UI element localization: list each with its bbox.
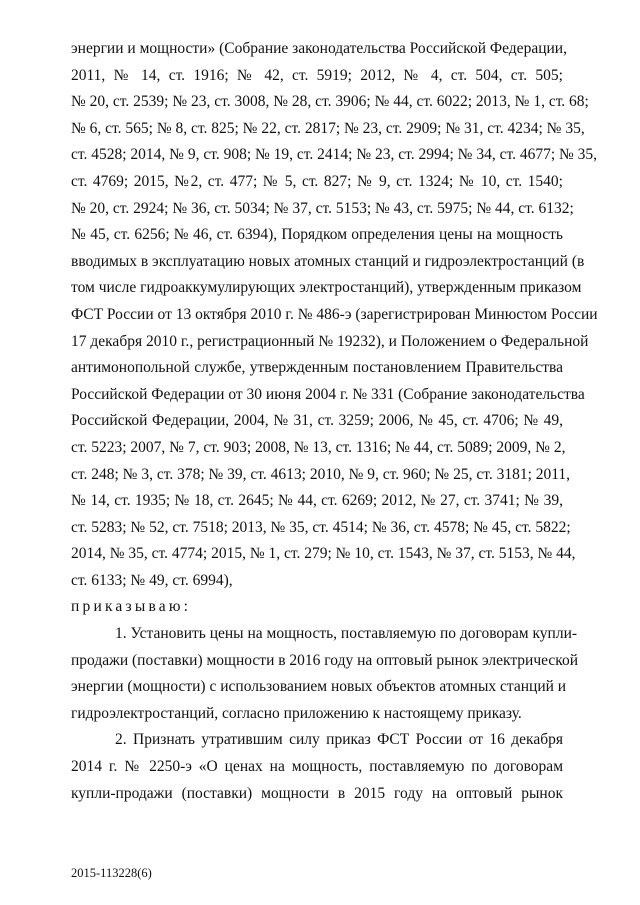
text-line: Российской Федерации, 2004, № 31, ст. 3259; 2006, № 45, ст. 4706; № 49, — [71, 412, 563, 430]
text-line: энергии и мощности» (Собрание законодательства Российской Федерации, — [71, 40, 567, 57]
order-heading: приказываю: — [71, 598, 192, 616]
item-2-first-line: 2. Признать утратившим силу приказ ФСТ России от 16 декабря — [115, 731, 563, 749]
text-line: 2014 г. № 2250-э «О ценах на мощность, поставляемую по договорам — [71, 758, 563, 776]
text-line: № 14, ст. 1935; № 18, ст. 2645; № 44, ст. 6269; 2012, № 27, ст. 3741; № 39, — [71, 492, 563, 510]
text-line: ст. 5283; № 52, ст. 7518; 2013, № 35, ст. 4514; № 36, ст. 4578; № 45, ст. 5822; — [71, 518, 571, 536]
text-line: ст. 5223; 2007, № 7, ст. 903; 2008, № 13, ст. 1316; № 44, ст. 5089; 2009, № 2, — [71, 438, 566, 456]
text-line: № 45, ст. 6256; № 46, ст. 6394), Порядком определения цены на мощность — [71, 226, 563, 244]
text-line: 2014, № 35, ст. 4774; 2015, № 1, ст. 279; № 10, ст. 1543, № 37, ст. 5153, № 44, — [71, 545, 576, 563]
document-body — [71, 36, 598, 807]
text-line: ФСТ России от 13 октября 2010 г. № 486-э (зарегистрирован Минюстом России — [71, 305, 598, 323]
text-line: ст. 6133; № 49, ст. 6994), — [71, 571, 233, 589]
text-line: вводимых в эксплуатацию новых атомных станций и гидроэлектростанций (в — [71, 252, 585, 270]
item-1-first-line: 1. Установить цены на мощность, поставляемую по договорам купли- — [115, 625, 578, 643]
text-line: № 20, ст. 2924; № 36, ст. 5034; № 37, ст. 5153; № 43, ст. 5975; № 44, ст. 6132; — [71, 199, 574, 217]
text-line: ст. 248; № 3, ст. 378; № 39, ст. 4613; 2010, № 9, ст. 960; № 25, ст. 3181; 2011, — [71, 465, 571, 483]
text-line: энергии (мощности) с использованием новых объектов атомных станций и — [71, 678, 567, 696]
text-line: ст. 4769; 2015, №2, ст. 477; № 5, ст. 827; № 9, ст. 1324; № 10, ст. 1540; — [71, 172, 563, 190]
text-line: том числе гидроаккумулирующих электростанций), утвержденным приказом — [71, 279, 582, 297]
text-line: Российской Федерации от 30 июня 2004 г. № 331 (Собрание законодательства — [71, 385, 585, 403]
text-line: ст. 4528; 2014, № 9, ст. 908; № 19, ст. 2414; № 23, ст. 2994; № 34, ст. 4677; № 35, — [71, 146, 598, 164]
text-line: 2011, № 14, ст. 1916; № 42, ст. 5919; 2012, № 4, ст. 504, ст. 505; — [71, 66, 563, 84]
text-line: купли-продажи (поставки) мощности в 2015 году на оптовый рынок — [71, 784, 563, 802]
text-line: антимонопольной службе, утвержденным постановлением Правительства — [71, 359, 563, 377]
document-footer-code: 2015-113228(6) — [71, 866, 152, 880]
text-line: № 20, ст. 2539; № 23, ст. 3008, № 28, ст. 3906; № 44, ст. 6022; 2013, № 1, ст. 68; — [71, 93, 589, 111]
text-line: № 6, ст. 565; № 8, ст. 825; № 22, ст. 2817; № 23, ст. 2909; № 31, ст. 4234; № 35, — [71, 119, 585, 137]
text-line: 17 декабря 2010 г., регистрационный № 19232), и Положением о Федеральной — [71, 332, 589, 350]
text-line: продажи (поставки) мощности в 2016 году на оптовый рынок электрической — [71, 651, 579, 669]
text-line: гидроэлектростанций, согласно приложению к настоящему приказу. — [71, 704, 522, 722]
